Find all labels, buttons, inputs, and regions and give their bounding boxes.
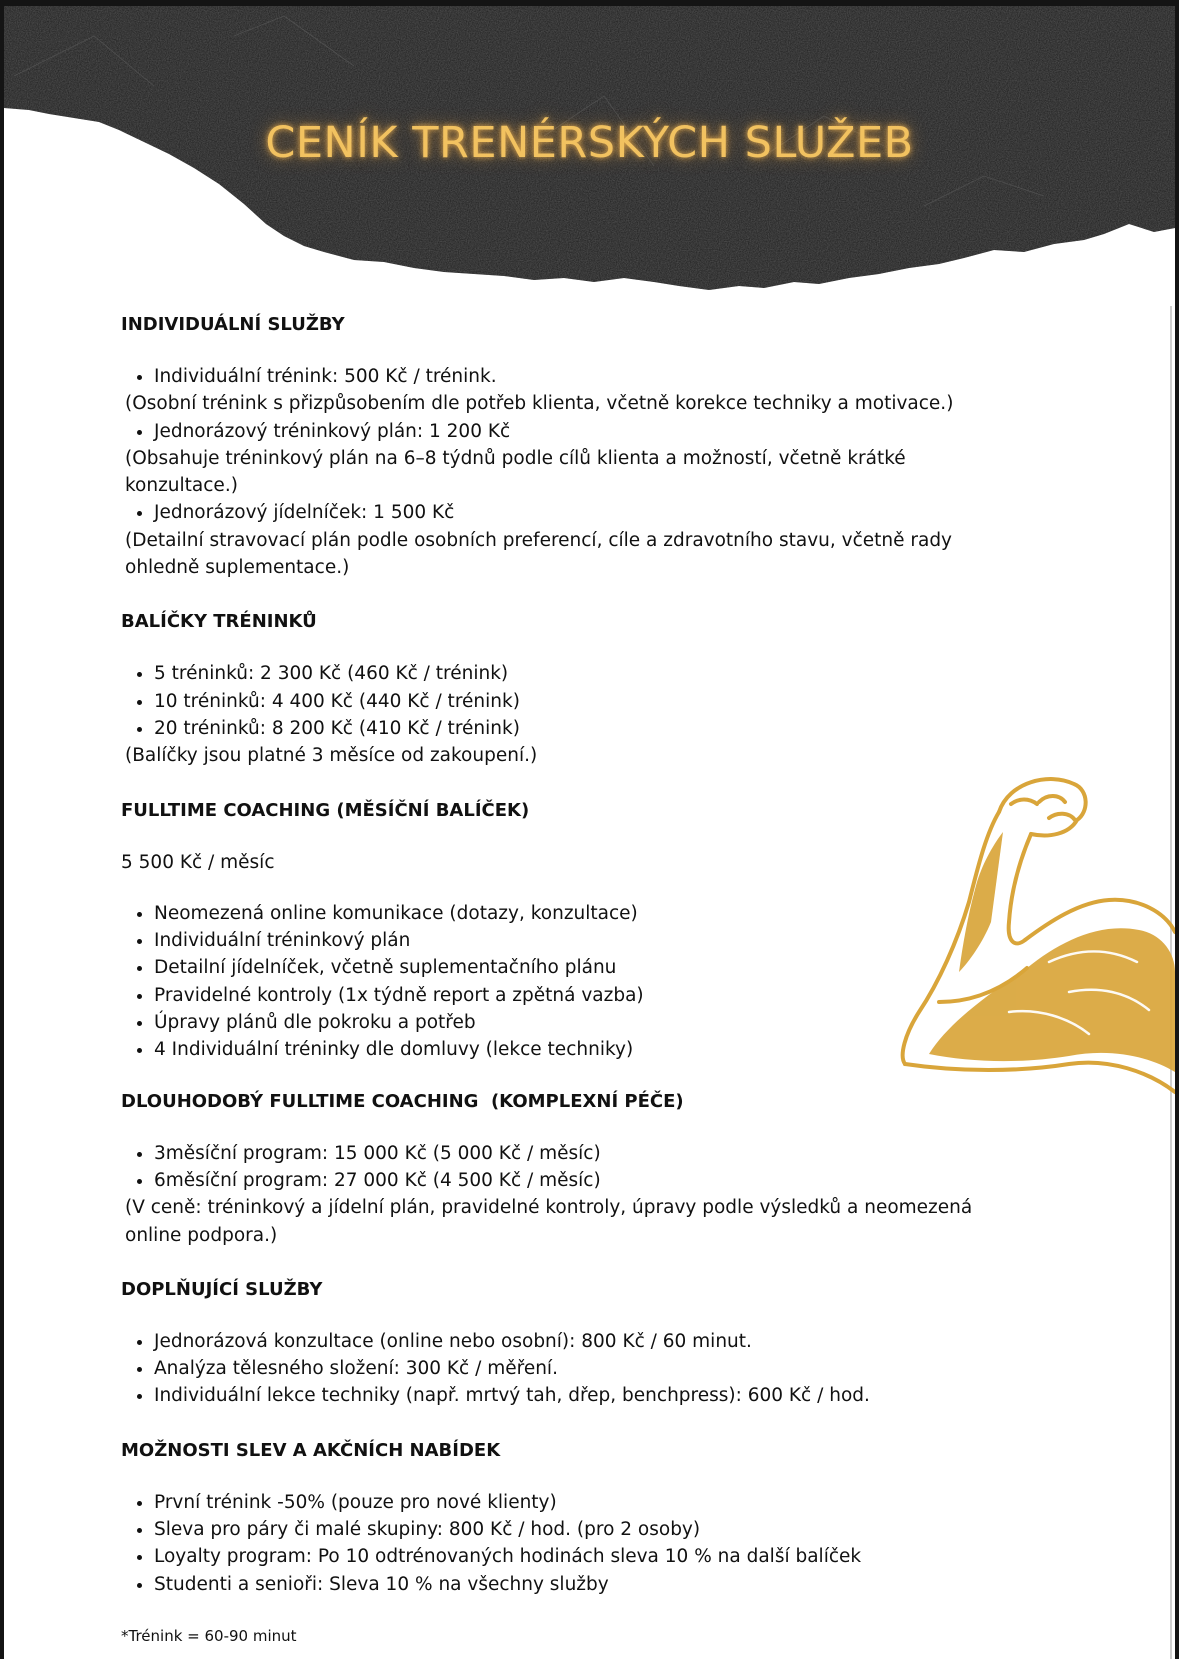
list-item: • Studenti a senioři: Sleva 10 % na všechny služby [154,1571,1021,1598]
price-list-page [4,6,1175,1659]
packages-list [121,660,1021,742]
flexed-bicep-icon [899,772,1175,1104]
list-item: • 10 tréninků: 4 400 Kč (440 Kč / trénink) [154,688,1021,715]
individual-services-list-2 [121,418,1021,445]
service-note: (Osobní trénink s přizpůsobením dle potřeb klienta, včetně korekce techniky a motivace.) [125,393,954,415]
list-item: • Neomezená online komunikace (dotazy, konzultace) [154,900,1021,927]
longterm-note: (V ceně: tréninkový a jídelní plán, pravidelné kontroly, úpravy podle výsledků a neomezená online podpora.) [125,1197,973,1246]
list-item: • Pravidelné kontroly (1x týdně report a zpětná vazba) [154,982,1021,1009]
individual-services-list [121,363,1021,390]
footnote: *Trénink = 60-90 minut [121,1627,297,1645]
list-item: • 3měsíční program: 15 000 Kč (5 000 Kč / měsíc) [154,1140,1021,1167]
section-heading-longterm: DLOUHODOBÝ FULLTIME COACHING (KOMPLEXNÍ PÉČE) [121,1090,684,1112]
longterm-list [121,1140,1021,1195]
list-item: • 4 Individuální tréninky dle domluvy (lekce techniky) [154,1036,1021,1063]
page-title: CENÍK TRENÉRSKÝCH SLUŽEB [265,118,914,168]
list-item: • Sleva pro páry či malé skupiny: 800 Kč / hod. (pro 2 osoby) [154,1516,1021,1543]
section-heading-packages: BALÍČKY TRÉNINKŮ [121,611,317,633]
list-item: • Loyalty program: Po 10 odtrénovaných hodinách sleva 10 % na další balíček [154,1543,1021,1570]
individual-services-list-3 [121,499,1021,526]
list-item: • 5 tréninků: 2 300 Kč (460 Kč / trénink) [154,660,1021,687]
section-heading-discounts: MOŽNOSTI SLEV A AKČNÍCH NABÍDEK [121,1439,501,1461]
list-item: • Individuální lekce techniky (např. mrtvý tah, dřep, benchpress): 600 Kč / hod. [154,1382,1021,1409]
list-item: • První trénink -50% (pouze pro nové klienty) [154,1489,1021,1516]
list-item: • Individuální trénink: 500 Kč / trénink. [154,363,1021,390]
list-item: • Individuální tréninkový plán [154,927,1021,954]
section-heading-additional: DOPLŇUJÍCÍ SLUŽBY [121,1278,323,1300]
list-item: • 6měsíční program: 27 000 Kč (4 500 Kč / měsíc) [154,1167,1021,1194]
additional-list [121,1328,1021,1410]
list-item: • Jednorázová konzultace (online nebo osobní): 800 Kč / 60 minut. [154,1328,1021,1355]
list-item: • Jednorázový tréninkový plán: 1 200 Kč [154,418,1021,445]
fulltime-price: 5 500 Kč / měsíc [121,851,275,873]
service-note: (Obsahuje tréninkový plán na 6–8 týdnů podle cílů klienta a možností, včetně krátké konzultace.) [125,447,906,497]
service-note: (Detailní stravovací plán podle osobních preferencí, cíle a zdravotního stavu, včetně rady ohledně suplementace.) [125,529,953,579]
section-heading-fulltime: FULLTIME COACHING (MĚSÍČNÍ BALÍČEK) [121,799,530,821]
price-list-content [121,311,1021,1598]
fulltime-list [121,900,1021,1064]
discounts-list [121,1489,1021,1598]
packages-note: (Balíčky jsou platné 3 měsíce od zakoupení.) [125,745,538,767]
header-banner [4,6,1175,306]
list-item: • Detailní jídelníček, včetně suplementačního plánu [154,954,1021,981]
section-heading-individual: INDIVIDUÁLNÍ SLUŽBY [121,314,345,335]
list-item: • 20 tréninků: 8 200 Kč (410 Kč / trénink) [154,715,1021,742]
list-item: • Úpravy plánů dle pokroku a potřeb [154,1009,1021,1036]
list-item: • Jednorázový jídelníček: 1 500 Kč [154,499,1021,526]
list-item: • Analýza tělesného složení: 300 Kč / měření. [154,1355,1021,1382]
